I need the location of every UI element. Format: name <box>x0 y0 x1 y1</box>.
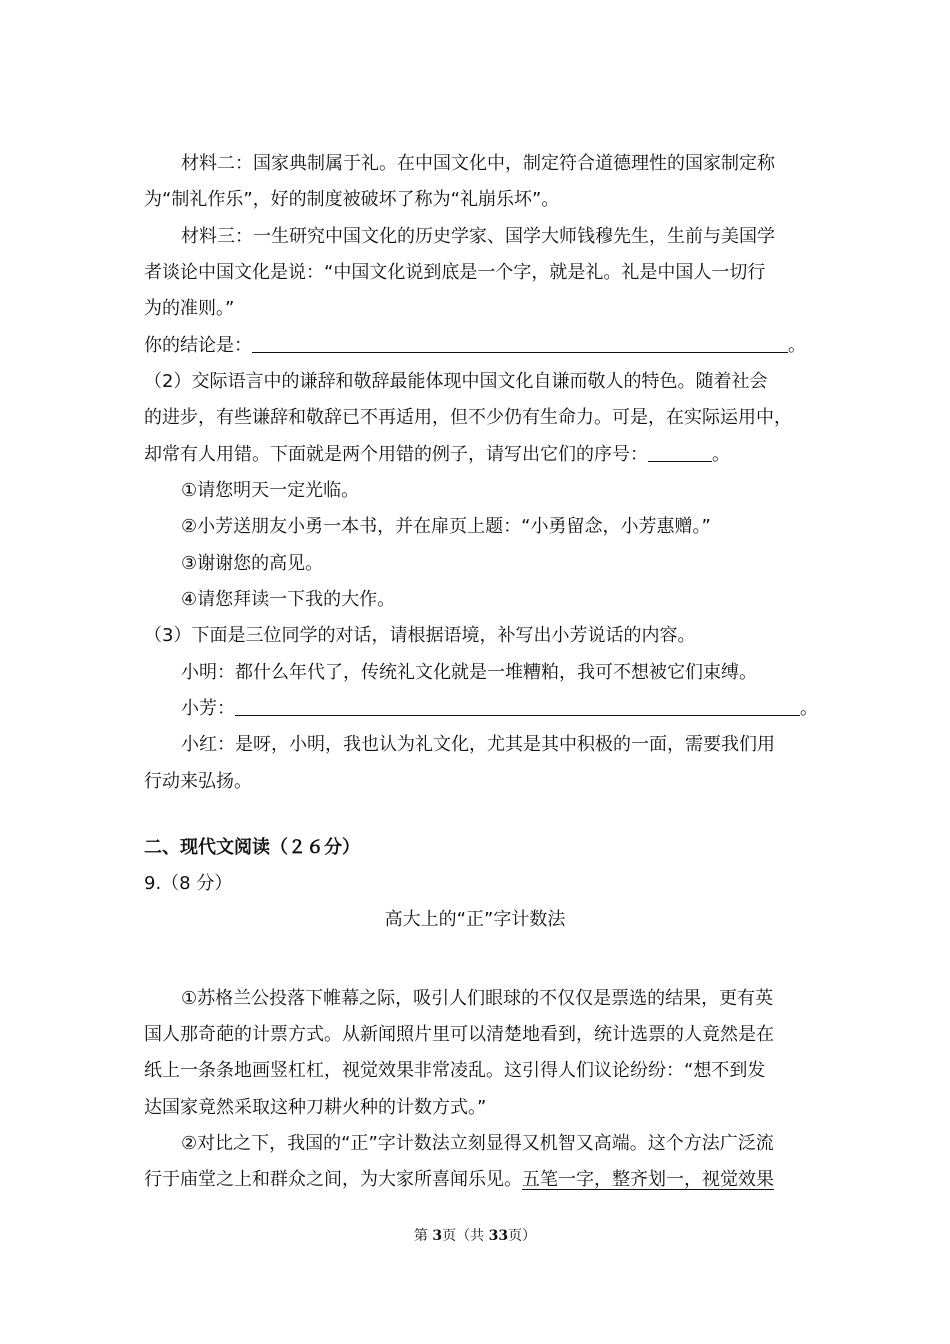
p2-underlined-phrase: 五笔一字，整齐划一，视觉效果 <box>522 1169 774 1190</box>
q2-option-3: ③谢谢您的高见。 <box>181 553 324 574</box>
q2-line2: 的进步，有些谦辞和敬辞已不再适用，但不少仍有生命力。可是，在实际运用中， <box>144 407 792 428</box>
section2-title: 二、现代文阅读（２６分） <box>144 837 360 858</box>
material2-line2: 为“制礼作乐”，好的制度被破坏了称为“礼崩乐坏”。 <box>144 189 560 210</box>
q2-line3 <box>144 443 730 467</box>
q9-label: 9.（8 分） <box>144 873 233 894</box>
conclusion-answer-blank[interactable] <box>252 334 788 353</box>
q3-xiaofang-row <box>181 697 818 721</box>
article-title: 高大上的“正”字计数法 <box>384 909 566 930</box>
material3-line1: 材料三：一生研究中国文化的历史学家、国学大师钱穆先生，生前与美国学 <box>181 226 775 247</box>
q2-answer-blank[interactable] <box>648 443 712 462</box>
q3-xiaoming: 小明：都什么年代了，传统礼文化就是一堆糟粕，我可不想被它们束缚。 <box>181 662 757 683</box>
q2-option-4: ④请您拜读一下我的大作。 <box>181 589 396 610</box>
q2-option-1: ①请您明天一定光临。 <box>181 480 360 501</box>
q3-xiaohong-line1: 小红：是呀，小明，我也认为礼文化，尤其是其中积极的一面，需要我们用 <box>181 734 775 755</box>
footer-page-number: 3 <box>432 1228 443 1244</box>
p2-line2-text: 行于庙堂之上和群众之间，为大家所喜闻乐见。 <box>144 1169 522 1190</box>
q2-option-2: ②小芳送朋友小勇一本书，并在扉页上题：“小勇留念，小芳惠赠。” <box>181 516 711 537</box>
page-footer <box>0 1226 950 1246</box>
p2-line2 <box>144 1168 774 1192</box>
q3-xiaofang-end: 。 <box>800 698 818 719</box>
q2-line1: （2）交际语言中的谦辞和敬辞最能体现中国文化自谦而敬人的特色。随着社会 <box>144 371 768 392</box>
conclusion-end: 。 <box>788 335 806 356</box>
footer-prefix: 第 <box>413 1228 433 1244</box>
q3-xiaofang-answer-blank[interactable] <box>235 697 800 716</box>
q3-line1: （3）下面是三位同学的对话，请根据语境，补写出小芳说话的内容。 <box>144 625 696 646</box>
p1-line4: 达国家竟然采取这种刀耕火种的计数方式。” <box>144 1097 487 1118</box>
p1-line1: ①苏格兰公投落下帷幕之际，吸引人们眼球的不仅仅是票选的结果，更有英 <box>181 988 774 1009</box>
q3-xiaohong-line2: 行动来弘扬。 <box>144 771 252 792</box>
p2-line1: ②对比之下，我国的“正”字计数法立刻显得又机智又高端。这个方法广泛流 <box>181 1133 774 1154</box>
footer-suffix: 页） <box>508 1228 537 1244</box>
conclusion-row <box>144 334 806 358</box>
footer-total-pages: 33 <box>488 1228 509 1244</box>
material2-line1: 材料二：国家典制属于礼。在中国文化中，制定符合道德理性的国家制定称 <box>181 153 775 174</box>
q3-xiaofang-label: 小芳： <box>181 698 235 719</box>
footer-middle: 页（共 <box>442 1228 489 1244</box>
q2-line3-end: 。 <box>712 444 730 465</box>
p1-line2: 国人那奇葩的计票方式。从新闻照片里可以清楚地看到，统计选票的人竟然是在 <box>144 1024 774 1045</box>
q2-line3-text: 却常有人用错。下面就是两个用错的例子，请写出它们的序号： <box>144 444 648 465</box>
material3-line3: 为的准则。” <box>144 298 235 319</box>
material3-line2: 者谈论中国文化是说：“中国文化说到底是一个字，就是礼。礼是中国人一切行 <box>144 262 766 283</box>
conclusion-label: 你的结论是： <box>144 335 252 356</box>
p1-line3: 纸上一条条地画竖杠杠，视觉效果非常凌乱。这引得人们议论纷纷：“想不到发 <box>144 1060 766 1081</box>
